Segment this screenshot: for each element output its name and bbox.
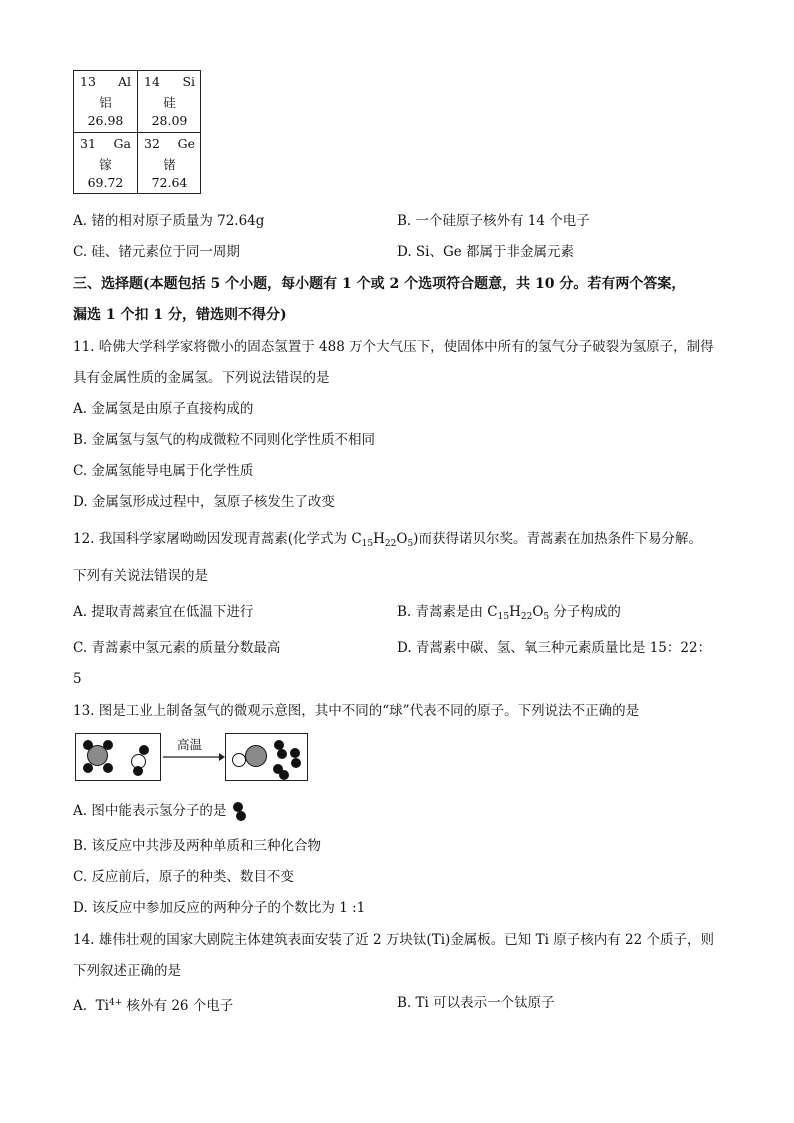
hydrogen-molecule-icon bbox=[231, 802, 247, 822]
atomic-number: 13 bbox=[80, 74, 96, 89]
black-atom bbox=[279, 770, 289, 780]
atomic-mass: 28.09 bbox=[151, 113, 188, 128]
element-name: 镓 bbox=[99, 157, 112, 172]
atomic-number: 32 bbox=[144, 136, 160, 151]
element-symbol: Al bbox=[117, 74, 131, 89]
q14-option-a: A. $Ti^{4+}$ 核外有 26 个电子 bbox=[73, 998, 234, 1014]
periodic-table-fragment bbox=[73, 70, 201, 194]
section-heading-cont: 漏选 1 个扣 1 分，错选则不得分) bbox=[73, 307, 287, 323]
q12-option-d: D. 青蒿素中碳、氢、氧三种元素质量比是 15：22： bbox=[397, 640, 712, 656]
chemical-formula: $C_{15}H_{22}O_5$ bbox=[487, 604, 550, 622]
q13-option-b: B. 该反应中共涉及两种单质和三种化合物 bbox=[73, 838, 322, 854]
q12-option-c: C. 青蒿素中氢元素的质量分数最高 bbox=[73, 640, 281, 656]
black-atom bbox=[133, 766, 143, 776]
black-atom bbox=[277, 749, 287, 759]
element-name: 硅 bbox=[163, 95, 176, 110]
black-atom bbox=[83, 763, 93, 773]
gray-atom bbox=[245, 745, 267, 767]
q14-option-b: B. Ti 可以表示一个钛原子 bbox=[397, 995, 555, 1011]
element-name: 铝 bbox=[99, 95, 112, 110]
chemical-formula: $C_{15}H_{22}O_5$ bbox=[351, 531, 414, 549]
table-divider-horizontal bbox=[74, 132, 200, 133]
q12-option-b: B. 青蒿素是由 $C_{15}H_{22}O_5$ 分子构成的 bbox=[397, 604, 621, 622]
atomic-number: 14 bbox=[144, 74, 160, 89]
q11-option-d: D. 金属氢形成过程中，氢原子核发生了改变 bbox=[73, 494, 335, 510]
black-atom bbox=[290, 748, 300, 758]
q11-stem: 11. 哈佛大学科学家将微小的固态氢置于 488 万个大气压下，使固体中所有的氢气分子破裂为氢原子，制得 bbox=[73, 339, 714, 355]
element-cell-si bbox=[138, 71, 201, 132]
q13-option-d: D. 该反应中参加反应的两种分子的个数比为 1 :1 bbox=[73, 900, 366, 916]
element-name: 锗 bbox=[163, 157, 176, 172]
black-atom bbox=[139, 745, 149, 755]
q13-stem: 13. 图是工业上制备氢气的微观示意图，其中不同的“球”代表不同的原子。下列说法不正确的是 bbox=[73, 703, 640, 719]
q14-stem-cont: 下列叙述正确的是 bbox=[73, 963, 181, 979]
black-atom bbox=[103, 740, 113, 750]
q10-option-d: D. Si、Ge 都属于非金属元素 bbox=[397, 244, 575, 260]
reaction-arrow-icon bbox=[161, 752, 226, 762]
element-symbol: Si bbox=[182, 74, 195, 89]
q10-option-b: B. 一个硅原子核外有 14 个电子 bbox=[397, 213, 590, 229]
element-symbol: Ga bbox=[113, 136, 131, 151]
element-cell-ga bbox=[74, 133, 137, 194]
q13-option-a-text: A. 图中能表示氢分子的是 bbox=[73, 803, 227, 819]
q11-option-c: C. 金属氢能导电属于化学性质 bbox=[73, 463, 254, 479]
q11-option-b: B. 金属氢与氢气的构成微粒不同则化学性质不相同 bbox=[73, 432, 376, 448]
titanium-ion: $Ti^{4+}$ bbox=[95, 998, 123, 1014]
q12-stem-cont: 下列有关说法错误的是 bbox=[73, 568, 208, 584]
element-cell-al bbox=[74, 71, 137, 132]
element-symbol: Ge bbox=[177, 136, 195, 151]
q12-stem-text: 12. 我国科学家屠呦呦因发现青蒿素(化学式为 bbox=[73, 531, 352, 547]
black-atom bbox=[291, 758, 301, 768]
q14-stem: 14. 雄伟壮观的国家大剧院主体建筑表面安装了近 2 万块钛(Ti)金属板。已知 Ti 原子核内有 22 个质子，则 bbox=[73, 932, 714, 948]
products-box bbox=[225, 733, 308, 781]
element-cell-ge bbox=[138, 133, 201, 194]
q12-option-d-cont: 5 bbox=[73, 671, 82, 687]
arrow-condition-label: 高温 bbox=[177, 737, 203, 752]
q12-stem bbox=[73, 529, 702, 554]
black-atom bbox=[103, 763, 113, 773]
q11-option-a: A. 金属氢是由原子直接构成的 bbox=[73, 401, 254, 417]
section-heading: 三、选择题(本题包括 5 个小题，每小题有 1 个或 2 个选项符合题意，共 10 分。若有两个答案， bbox=[73, 276, 686, 292]
q12-stem-text-end: )而获得诺贝尔奖。青蒿素在加热条件下易分解。 bbox=[413, 531, 702, 547]
atomic-mass: 26.98 bbox=[87, 113, 124, 128]
atomic-mass: 69.72 bbox=[87, 175, 124, 190]
q11-stem-cont: 具有金属性质的金属氢。下列说法错误的是 bbox=[73, 370, 330, 386]
q12-option-a: A. 提取青蒿素宜在低温下进行 bbox=[73, 604, 254, 620]
q10-option-c: C. 硅、锗元素位于同一周期 bbox=[73, 244, 240, 260]
atomic-mass: 72.64 bbox=[151, 175, 188, 190]
q10-option-a: A. 锗的相对原子质量为 72.64g bbox=[73, 213, 265, 229]
white-atom bbox=[232, 753, 246, 767]
atomic-number: 31 bbox=[80, 136, 96, 151]
reactants-box bbox=[75, 733, 161, 781]
black-atom bbox=[83, 740, 93, 750]
q13-option-c: C. 反应前后，原子的种类、数目不变 bbox=[73, 869, 294, 885]
q13-option-a bbox=[73, 801, 247, 822]
